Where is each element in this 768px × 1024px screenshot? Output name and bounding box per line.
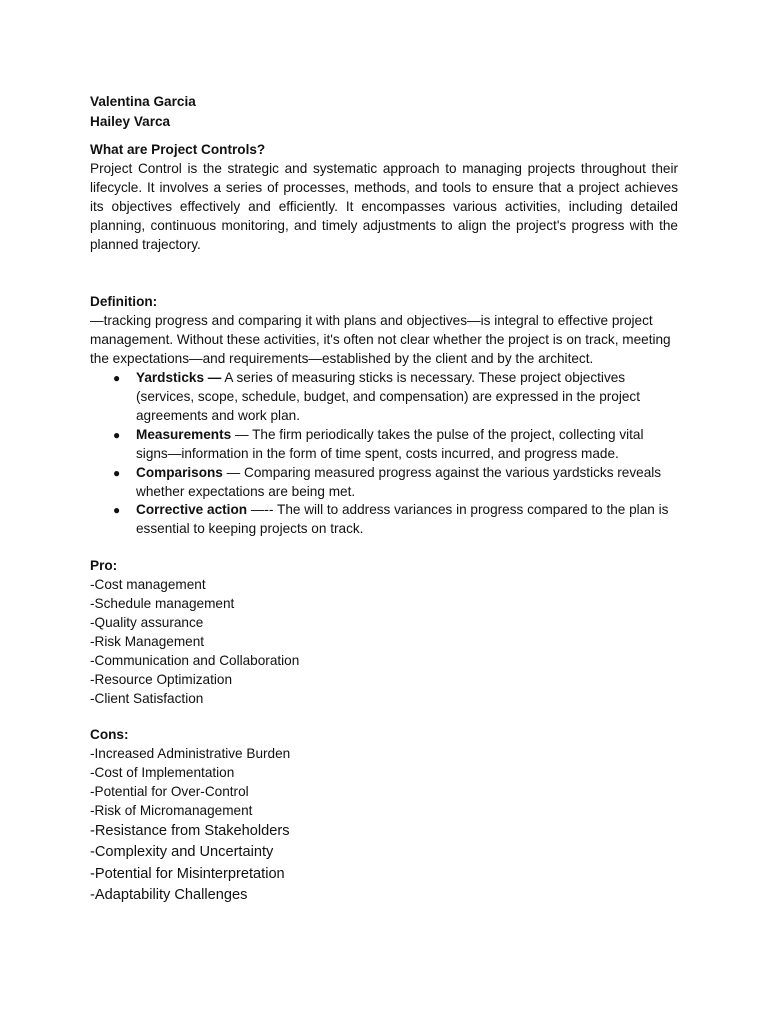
- con-item: -Increased Administrative Burden: [90, 746, 291, 762]
- pro-item: -Communication and Collaboration: [90, 652, 300, 668]
- pro-item: -Risk Management: [90, 633, 205, 649]
- list-item: [113, 501, 678, 539]
- pro-item: -Resource Optimization: [90, 671, 233, 687]
- list-item: [113, 426, 678, 464]
- author-block: [90, 92, 678, 131]
- cons-heading: Cons:: [90, 727, 129, 743]
- pro-item: -Client Satisfaction: [90, 690, 204, 706]
- document-body: [90, 92, 678, 906]
- pros-list: [90, 576, 678, 708]
- con-item: -Risk of Micromanagement: [90, 803, 253, 819]
- con-item: -Cost of Implementation: [90, 765, 235, 781]
- bullet-text: A series of measuring sticks is necessary. These project objectives (services, scope, schedule, budget, and compensation) are expressed in the project agreements and work plan.: [136, 370, 641, 423]
- bullet-icon: ●: [113, 503, 121, 518]
- bullet-icon: ●: [113, 465, 121, 480]
- list-item: [113, 369, 678, 426]
- con-item: -Adaptability Challenges: [90, 886, 248, 903]
- bullet-icon: ●: [113, 371, 121, 386]
- bullet-icon: ●: [113, 427, 121, 442]
- pro-item: -Quality assurance: [90, 614, 204, 630]
- bullet-text: — Comparing measured progress against the various yardsticks reveals whether expectations are being met.: [136, 464, 662, 499]
- con-item: -Complexity and Uncertainty: [90, 844, 274, 861]
- bullet-term: Measurements: [136, 426, 232, 442]
- intro-paragraph: Project Control is the strategic and systematic approach to managing projects throughout their lifecycle. It involves a series of processes, methods, and tools to ensure that a project achieves its objectives effectively and efficiently. It encompasses various activities, including detailed planning, continuous monitoring, and timely adjustments to align the project's progress with the planned trajectory.: [90, 160, 678, 252]
- pros-heading: Pro:: [90, 558, 118, 574]
- pro-item: -Schedule management: [90, 596, 235, 612]
- author-name: Hailey Varca: [90, 113, 171, 129]
- bullet-term: Comparisons: [136, 464, 223, 480]
- bullet-term: Yardsticks —: [136, 370, 222, 386]
- cons-list: [90, 745, 678, 906]
- pro-item: -Cost management: [90, 577, 206, 593]
- list-item: [113, 464, 678, 502]
- con-item: -Potential for Over-Control: [90, 784, 249, 800]
- bullet-text: —-- The will to address variances in progress compared to the plan is essential to keeping projects on track.: [136, 502, 669, 537]
- definition-heading: Definition:: [90, 294, 158, 310]
- con-item: -Potential for Misinterpretation: [90, 865, 285, 882]
- bullet-term: Corrective action: [136, 502, 248, 518]
- bullet-text: — The firm periodically takes the pulse of the project, collecting vital signs—information in the form of time spent, costs incurred, and progress made.: [136, 426, 644, 461]
- intro-heading: What are Project Controls?: [90, 142, 266, 157]
- definition-bullet-list: [90, 369, 678, 539]
- definition-paragraph: —tracking progress and comparing it with plans and objectives—is integral to effective project management. Without these activities, it's often not clear whether the project is on track, meeting the expectations—and requirements—established by the client and by the architect.: [90, 313, 671, 367]
- author-name: Valentina Garcia: [90, 94, 196, 109]
- con-item: -Resistance from Stakeholders: [90, 823, 290, 839]
